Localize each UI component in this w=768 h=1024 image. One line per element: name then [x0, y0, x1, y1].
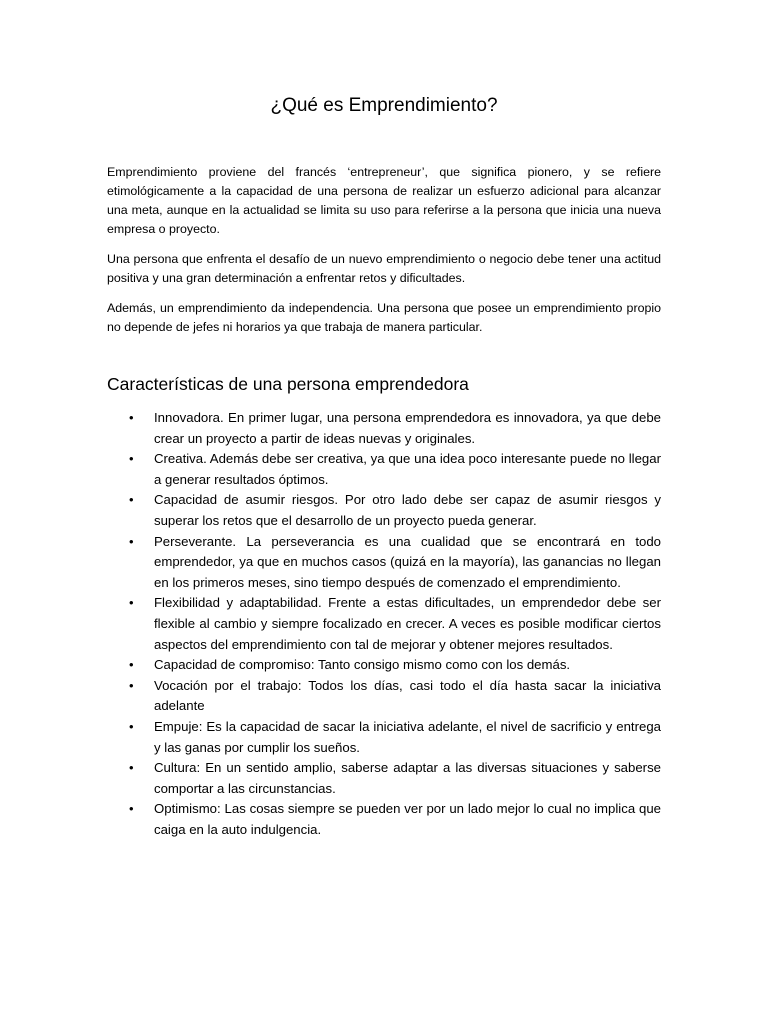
list-item	[107, 717, 661, 758]
list-item-text: Innovadora. En primer lugar, una persona emprendedora es innovadora, ya que debe crear un proyecto a partir de ideas nuevas y originales.	[154, 410, 661, 446]
bullet-icon: •	[129, 718, 134, 734]
list-item-text: Flexibilidad y adaptabilidad. Frente a estas dificultades, un emprendedor debe ser flexible al cambio y siempre focalizado en crecer. A veces es posible modificar ciertos aspectos del emprendimiento con tal de mejorar y obtener mejores resultados.	[154, 595, 661, 652]
bullet-icon: •	[129, 760, 134, 776]
list-item-text: Capacidad de compromiso: Tanto consigo mismo como con los demás.	[154, 657, 571, 673]
list-item	[107, 655, 661, 676]
section-heading: Características de una persona emprendedora	[107, 374, 469, 394]
list-item-text: Perseverante. La perseverancia es una cualidad que se encontrará en todo emprendedor, ya que en muchos casos (quizá en la mayoría), las ganancias no llegan en los primeros meses, sino tiempo después de comenzado el emprendimiento.	[154, 533, 661, 590]
list-item-text: Cultura: En un sentido amplio, saberse adaptar a las diversas situaciones y saberse comportar a las circunstancias.	[154, 760, 661, 796]
list-item	[107, 799, 661, 840]
characteristics-list	[107, 408, 661, 840]
bullet-icon: •	[129, 801, 134, 817]
bullet-icon: •	[129, 677, 134, 693]
list-item-text: Capacidad de asumir riesgos. Por otro lado debe ser capaz de asumir riesgos y superar los retos que el desarrollo de un proyecto pueda generar.	[154, 492, 661, 528]
list-item	[107, 449, 661, 490]
bullet-icon: •	[129, 533, 134, 549]
bullet-icon: •	[129, 451, 134, 467]
bullet-icon: •	[129, 410, 134, 425]
list-item-text: Vocación por el trabajo: Todos los días, casi todo el día hasta sacar la iniciativa adelante	[154, 677, 661, 714]
list-item-text: Empuje: Es la capacidad de sacar la iniciativa adelante, el nivel de sacrificio y entrega y las ganas por cumplir los sueños.	[154, 718, 661, 755]
list-item	[107, 758, 661, 799]
page-title: ¿Qué es Emprendimiento?	[270, 95, 498, 116]
bullet-icon: •	[129, 595, 134, 611]
bullet-icon: •	[129, 657, 134, 673]
list-item	[107, 490, 661, 531]
list-item	[107, 676, 661, 717]
list-item-text: Optimismo: Las cosas siempre se pueden ver por un lado mejor lo cual no implica que caiga en la auto indulgencia.	[154, 801, 661, 837]
bullet-icon: •	[129, 492, 134, 508]
paragraph-attitude: Una persona que enfrenta el desafío de un nuevo emprendimiento o negocio debe tener una actitud positiva y una gran determinación a enfrentar retos y dificultades.	[107, 252, 661, 285]
list-item	[107, 408, 661, 449]
list-item	[107, 593, 661, 655]
paragraph-origin: Emprendimiento proviene del francés ‘entrepreneur’, que significa pionero, y se refiere etimológicamente a la capacidad de una persona de realizar un esfuerzo adicional para alcanzar una meta, aunque en la actualidad se limita su uso para referirse a la persona que inicia una nueva empresa o proyecto.	[107, 165, 661, 236]
paragraph-independence: Además, un emprendimiento da independencia. Una persona que posee un emprendimiento propio no depende de jefes ni horarios ya que trabaja de manera particular.	[107, 301, 661, 334]
list-item-text: Creativa. Además debe ser creativa, ya que una idea poco interesante puede no llegar a generar resultados óptimos.	[154, 451, 661, 487]
list-item	[107, 532, 661, 594]
intro-section	[107, 163, 661, 348]
